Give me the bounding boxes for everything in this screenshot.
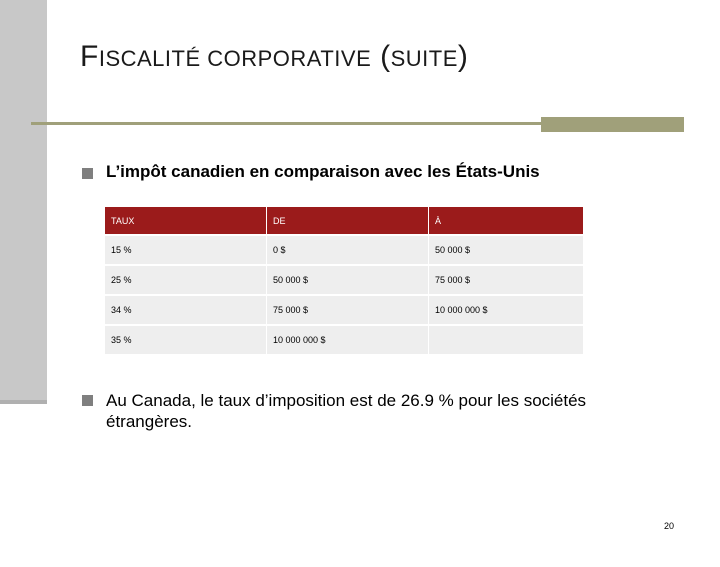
cell-rate: 35 %: [105, 325, 267, 354]
cell-to: 75 000 $: [429, 265, 584, 295]
header-taux: TAUX: [105, 207, 267, 235]
title-paren-rest: SUITE: [390, 46, 458, 71]
cell-to: 50 000 $: [429, 235, 584, 265]
cell-from: 75 000 $: [267, 295, 429, 325]
cell-to: 10 000 000 $: [429, 295, 584, 325]
header-de: DE: [267, 207, 429, 235]
title-paren-open: (: [371, 40, 391, 73]
cell-rate: 34 %: [105, 295, 267, 325]
table-header-row: [105, 207, 584, 235]
cell-to: [429, 325, 584, 354]
note-text: Au Canada, le taux d’imposition est de 26.9 % pour les sociétés étrangères.: [106, 391, 587, 431]
table-row: [105, 235, 584, 265]
cell-from: 0 $: [267, 235, 429, 265]
title-rest: ISCALITÉ CORPORATIVE: [98, 46, 372, 71]
bullet-icon: [82, 168, 93, 179]
header-a: À: [429, 207, 584, 235]
cell-from: 10 000 000 $: [267, 325, 429, 354]
title-paren-close: ): [457, 40, 469, 73]
cell-from: 50 000 $: [267, 265, 429, 295]
cell-rate: 15 %: [105, 235, 267, 265]
title-initial: F: [80, 40, 99, 73]
left-bar-divider: [0, 400, 47, 404]
left-decorative-bar: [0, 0, 47, 400]
section-heading: L’impôt canadien en comparaison avec les États-Unis: [106, 162, 540, 181]
title-rule-block: [541, 117, 684, 132]
slide-title: [80, 40, 468, 74]
bullet-icon: [82, 395, 93, 406]
title-rule: [31, 122, 541, 125]
table-row: [105, 325, 584, 354]
table-row: [105, 265, 584, 295]
tax-rate-table: [105, 207, 584, 354]
table-row: [105, 295, 584, 325]
cell-rate: 25 %: [105, 265, 267, 295]
page-number: 20: [664, 521, 675, 531]
